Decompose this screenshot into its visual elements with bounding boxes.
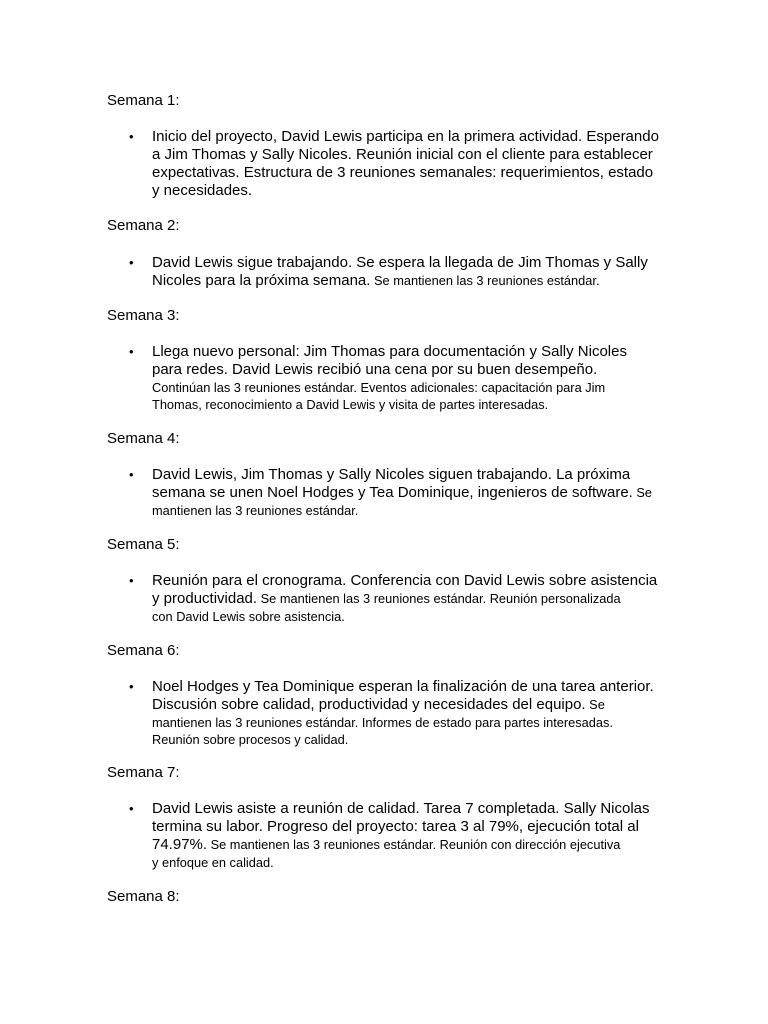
bullet-icon: • [129, 679, 134, 694]
week-bullet-item [129, 800, 662, 871]
text-line: mantienen las 3 reuniones estándar. Informes de estado para partes interesadas. [152, 715, 613, 730]
bullet-icon: • [129, 467, 134, 482]
text-line: 74.97%. Se mantienen las 3 reuniones estándar. Reunión con dirección ejecutiva [152, 836, 621, 853]
week-heading: Semana 7: [107, 764, 180, 781]
week-heading: Semana 2: [107, 217, 180, 234]
week-heading: Semana 8: [107, 888, 180, 905]
week-bullet-item [129, 128, 662, 200]
text-line: para redes. David Lewis recibió una cena por su buen desempeño. [152, 361, 598, 378]
text-line: Noel Hodges y Tea Dominique esperan la finalización de una tarea anterior. [152, 678, 654, 695]
bullet-icon: • [129, 344, 134, 359]
text-line: y enfoque en calidad. [152, 855, 274, 870]
week-bullet-item [129, 343, 662, 413]
bullet-icon: • [129, 573, 134, 588]
week-heading: Semana 3: [107, 307, 180, 324]
text-line: Thomas, reconocimiento a David Lewis y visita de partes interesadas. [152, 397, 549, 412]
text-line: Reunión para el cronograma. Conferencia con David Lewis sobre asistencia [152, 572, 658, 589]
text-line: Nicoles para la próxima semana. Se mantienen las 3 reuniones estándar. [152, 272, 600, 289]
text-line: expectativas. Estructura de 3 reuniones semanales: requerimientos, estado [152, 164, 654, 181]
text-line: y productividad. Se mantienen las 3 reuniones estándar. Reunión personalizada [152, 590, 621, 607]
text-line: Continúan las 3 reuniones estándar. Eventos adicionales: capacitación para Jim [152, 380, 606, 395]
text-line: David Lewis asiste a reunión de calidad. Tarea 7 completada. Sally Nicolas [152, 800, 650, 817]
text-line: con David Lewis sobre asistencia. [152, 609, 345, 624]
week-heading: Semana 1: [107, 92, 180, 109]
text-line: Llega nuevo personal: Jim Thomas para documentación y Sally Nicoles [152, 343, 627, 360]
text-line: termina su labor. Progreso del proyecto: tarea 3 al 79%, ejecución total al [152, 818, 639, 835]
text-line: a Jim Thomas y Sally Nicoles. Reunión inicial con el cliente para establecer [152, 146, 653, 163]
text-line: Reunión sobre procesos y calidad. [152, 732, 349, 747]
week-heading: Semana 6: [107, 642, 180, 659]
bullet-icon: • [129, 255, 134, 270]
week-bullet-item [129, 466, 662, 519]
bullet-icon: • [129, 801, 134, 816]
bullet-icon: • [129, 129, 134, 144]
text-line: David Lewis sigue trabajando. Se espera la llegada de Jim Thomas y Sally [152, 254, 648, 271]
week-bullet-item [129, 678, 662, 748]
week-bullet-item [129, 254, 662, 290]
text-line: mantienen las 3 reuniones estándar. [152, 503, 359, 518]
text-line: semana se unen Noel Hodges y Tea Dominique, ingenieros de software. Se [152, 484, 653, 501]
text-line: Inicio del proyecto, David Lewis participa en la primera actividad. Esperando [152, 128, 659, 145]
text-line: Discusión sobre calidad, productividad y necesidades del equipo. Se [152, 696, 605, 713]
text-line: y necesidades. [152, 182, 253, 199]
week-heading: Semana 5: [107, 536, 180, 553]
week-heading: Semana 4: [107, 430, 180, 447]
text-line: David Lewis, Jim Thomas y Sally Nicoles siguen trabajando. La próxima [152, 466, 631, 483]
week-bullet-item [129, 572, 662, 625]
